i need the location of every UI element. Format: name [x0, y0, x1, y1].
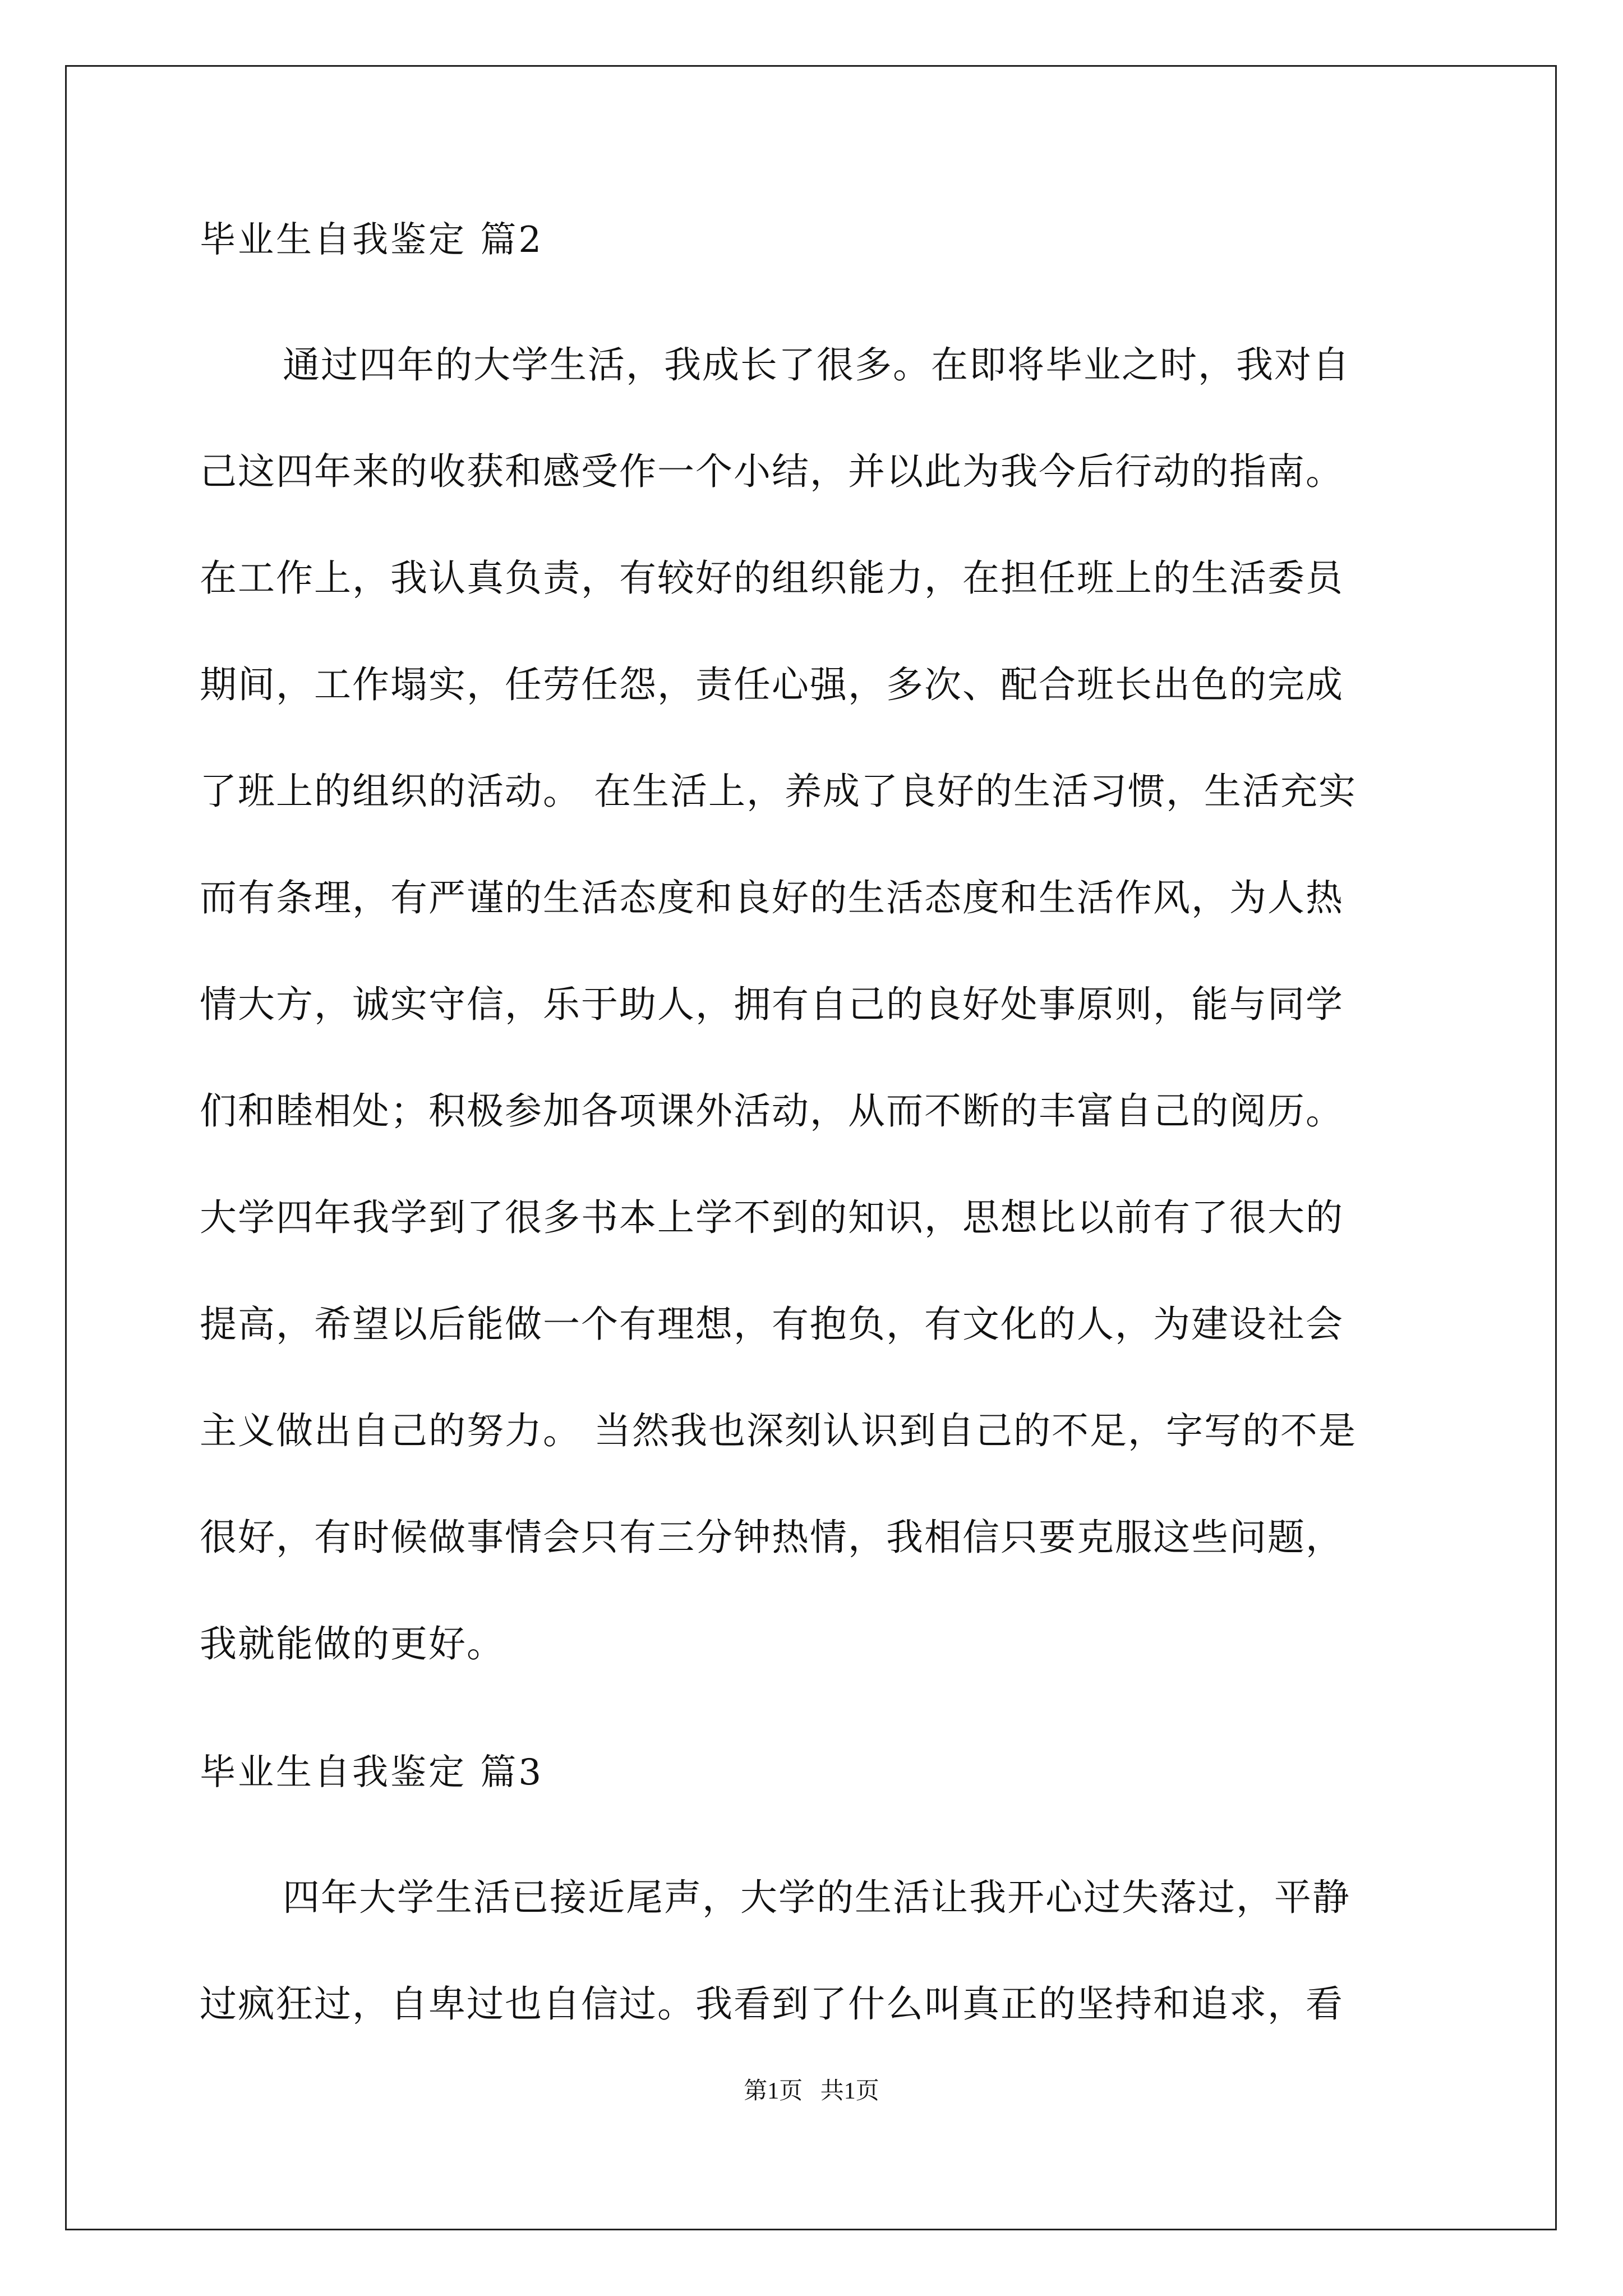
text-line: 提高，希望以后能做一个有理想，有抱负，有文化的人，为建设社会: [200, 1303, 1344, 1346]
text-line: 了班上的组织的活动。 在生活上，养成了良好的生活习惯，生活充实: [200, 770, 1357, 813]
text-line: 期间，工作塌实，任劳任怨，责任心强，多次、配合班长出色的完成: [200, 663, 1344, 706]
text-line: 通过四年的大学生活，我成长了很多。在即将毕业之时，我对自: [283, 343, 1350, 386]
text-line: 四年大学生活已接近尾声，大学的生活让我开心过失落过，平静: [283, 1876, 1350, 1919]
text-line: 在工作上，我认真负责，有较好的组织能力，在担任班上的生活委员: [200, 556, 1344, 600]
paragraph-section-3: [200, 1844, 1433, 2058]
text-line: 而有条理，有严谨的生活态度和良好的生活态度和生活作风，为人热: [200, 876, 1344, 919]
paragraph-section-2: [200, 312, 1433, 1697]
text-line: 主义做出自己的努力。 当然我也深刻认识到自己的不足，字写的不是: [200, 1409, 1357, 1452]
section-title-3: 毕业生自我鉴定 篇3: [200, 1752, 544, 1793]
text-line: 过疯狂过，自卑过也自信过。我看到了什么叫真正的坚持和追求，看: [200, 1982, 1344, 2026]
text-line: 大学四年我学到了很多书本上学不到的知识，思想比以前有了很大的: [200, 1196, 1344, 1239]
page-number-footer: 第1页 共1页: [744, 2078, 879, 2104]
text-line: 己这四年来的收获和感受作一个小结，并以此为我今后行动的指南。: [200, 450, 1344, 493]
section-title-2: 毕业生自我鉴定 篇2: [200, 219, 544, 261]
text-line: 很好，有时候做事情会只有三分钟热情，我相信只要克服这些问题，: [200, 1516, 1344, 1559]
text-line: 们和睦相处；积极参加各项课外活动，从而不断的丰富自己的阅历。: [200, 1089, 1344, 1133]
text-line: 情大方，诚实守信，乐于助人，拥有自己的良好处事原则，能与同学: [200, 983, 1344, 1026]
text-line: 我就能做的更好。: [200, 1622, 505, 1665]
document-body: [200, 213, 1433, 2058]
